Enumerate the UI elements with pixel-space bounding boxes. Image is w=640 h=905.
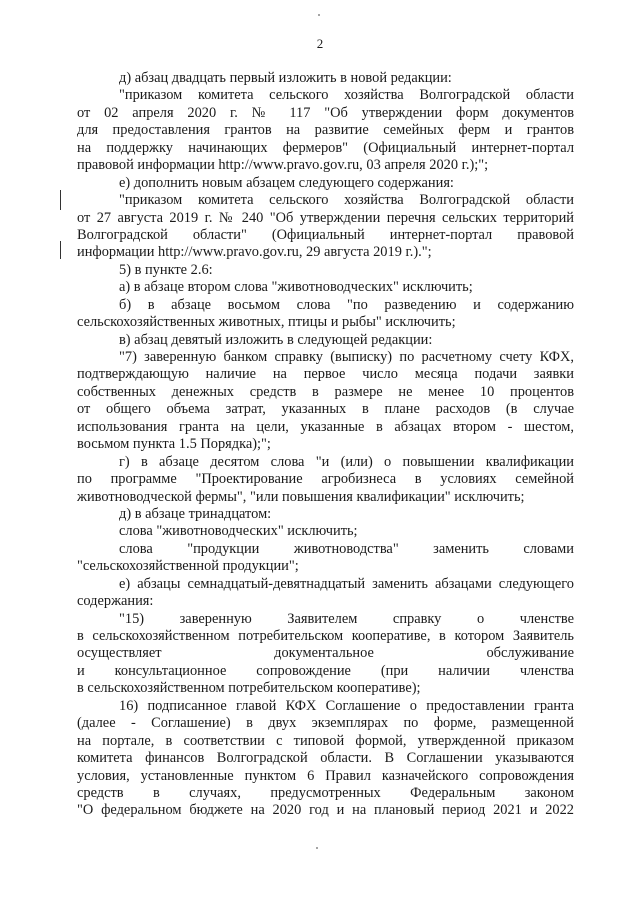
text-line: от 27 августа 2019 г. № 240 "Об утверждении перечня сельских территорий (77, 209, 574, 226)
text-line: слова "продукции животноводства" заменить словами (119, 540, 574, 557)
text-line: 16) подписанное главой КФХ Соглашение о предоставлении гранта (119, 697, 574, 714)
page-number: 2 (316, 36, 324, 51)
text-line: а) в абзаце втором слова "животноводческих" исключить; (119, 279, 473, 296)
text-line: б) в абзаце восьмом слова "по разведению и содержанию (119, 296, 574, 313)
text-line: г) в абзаце десятом слова "и (или) о повышении квалификации (119, 453, 574, 470)
scan-dot (318, 14, 320, 16)
text-line: содержания: (77, 593, 154, 610)
text-line: (далее - Соглашение) в двух экземплярах по форме, размещенной (77, 715, 574, 732)
text-line: на портале, в соответствии с типовой формой, утвержденной приказом (77, 732, 574, 749)
text-line: комитета финансов Волгоградской области. В Соглашении указываются (77, 750, 574, 767)
text-line: 5) в пункте 2.6: (119, 261, 213, 278)
text-line: собственных денежных средств в размере не менее 10 процентов (77, 383, 574, 400)
text-line: "приказом комитета сельского хозяйства Волгоградской области (119, 87, 574, 104)
scan-dot (316, 847, 318, 849)
text-line: Волгоградской области" (Официальный интернет-портал правовой (77, 226, 574, 243)
text-line: в) абзац девятый изложить в следующей редакции: (119, 331, 433, 348)
text-line: животноводческой фермы", "или повышения квалификации" исключить; (77, 488, 525, 505)
text-line: и консультационное сопровождение (при наличии членства (77, 662, 574, 679)
text-line: от общего объема затрат, указанных в плане расходов (в случае (77, 401, 574, 418)
text-line: "15) заверенную Заявителем справку о членстве (119, 610, 574, 627)
text-line: подтверждающую наличие на первое число месяца подачи заявки (77, 366, 574, 383)
text-line: "7) заверенную банком справку (выписку) по расчетному счету КФХ, (119, 349, 574, 365)
text-line: е) дополнить новым абзацем следующего содержания: (119, 174, 454, 191)
text-line: на поддержку начинающих фермеров" (Официальный интернет-портал (77, 139, 574, 156)
text-line: информации http://www.pravo.gov.ru, 29 августа 2019 г.)."; (77, 244, 432, 261)
text-line: д) абзац двадцать первый изложить в новой редакции: (119, 70, 452, 86)
text-line: по программе "Проектирование агробизнеса в условиях семейной (77, 471, 574, 488)
text-line: "О федеральном бюджете на 2020 год и на плановый период 2021 и 2022 (77, 802, 574, 819)
text-line: средств в случаях, предусмотренных Федеральным законом (77, 784, 574, 801)
text-line: условия, установленные пунктом 6 Правил казначейского сопровождения (77, 767, 574, 784)
text-line: е) абзацы семнадцатый-девятнадцатый заменить абзацами следующего (119, 575, 574, 592)
revision-margin-mark (60, 190, 61, 210)
text-line: "приказом комитета сельского хозяйства Волгоградской области (119, 192, 574, 209)
document-body (77, 70, 574, 820)
text-line: осуществляет документальное обслуживание (77, 645, 574, 662)
text-line: для предоставления грантов на развитие семейных ферм и грантов (77, 122, 574, 139)
text-line: от 02 апреля 2020 г. № 117 "Об утверждении форм документов (77, 104, 574, 121)
text-line: в сельскохозяйственном потребительском кооперативе, в котором Заявитель (77, 628, 574, 644)
text-line: восьмом пункта 1.5 Порядка);"; (77, 436, 271, 453)
text-line: правовой информации http://www.pravo.gov.ru, 03 апреля 2020 г.);"; (77, 157, 489, 174)
revision-margin-mark (60, 241, 61, 259)
text-line: использования гранта на цели, указанные в абзацах втором - шестом, (77, 418, 574, 435)
text-line: в сельскохозяйственном потребительском кооперативе); (77, 680, 421, 697)
text-line: слова "животноводческих" исключить; (119, 523, 358, 540)
text-line: сельскохозяйственных животных, птицы и рыбы" исключить; (77, 314, 456, 331)
text-line: д) в абзаце тринадцатом: (119, 505, 272, 522)
text-line: "сельскохозяйственной продукции"; (77, 558, 299, 575)
